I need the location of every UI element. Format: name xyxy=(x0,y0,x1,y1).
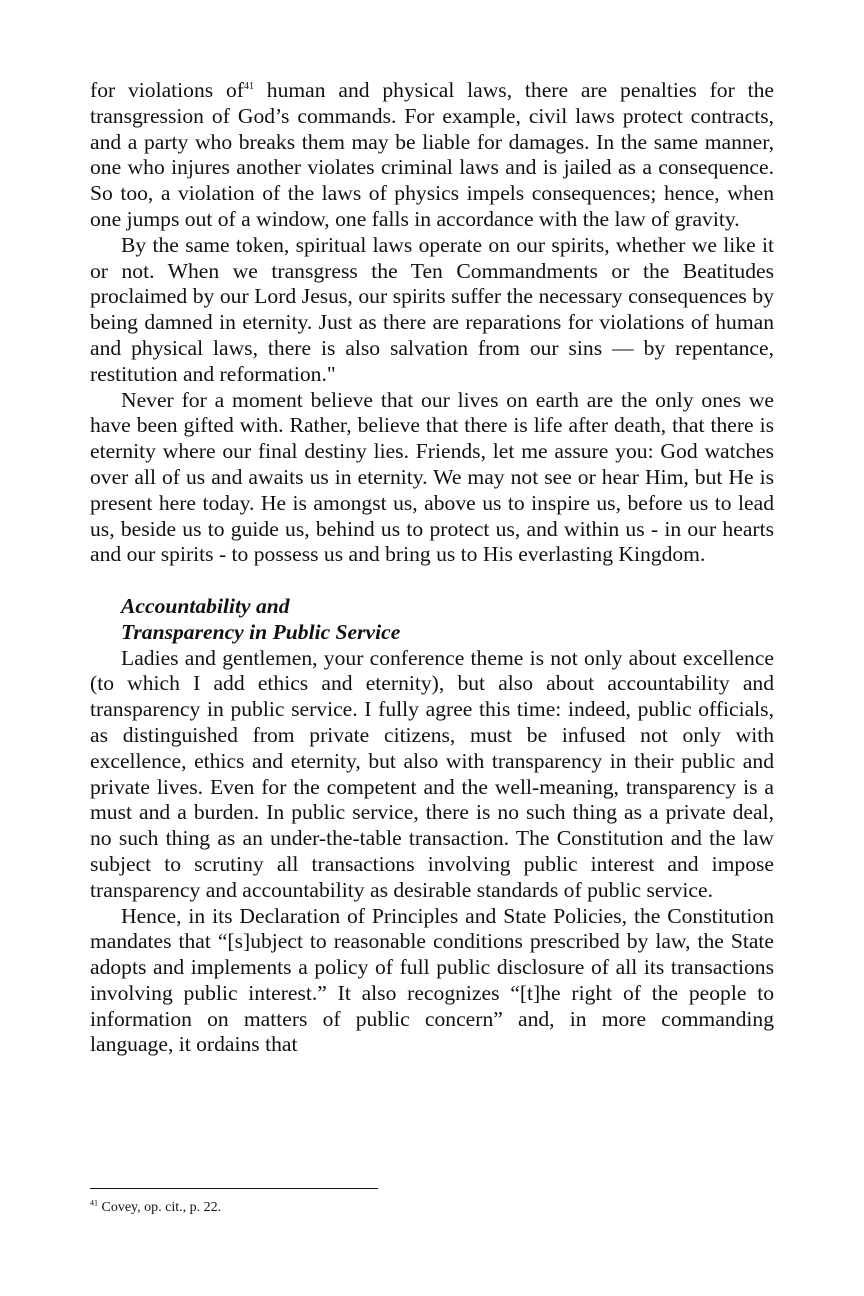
section-heading xyxy=(121,594,774,646)
paragraph-4: Ladies and gentlemen, your conference theme is not only about excellence (to which I add ethics and eternity), but also about accountability and transparency in public service. I fully agree this time: indeed, public officials, as distinguished from private citizens, must be infused not only with excellence, ethics and eternity, but also with transparency in their public and private lives. Even for the competent and the well-meaning, transparency is a must and a burden. In public service, there is no such thing as a private deal, no such thing as an under-the-table transaction. The Constitution and the law subject to scrutiny all transactions involving public interest and impose transparency and accountability as desirable standards of public service. xyxy=(90,645,774,902)
section-heading-line-2: Transparency in Public Service xyxy=(121,619,401,644)
paragraph-5: Hence, in its Declaration of Principles and State Policies, the Constitution mandates that “[s]ubject to reasonable conditions prescribed by law, the State adopts and implements a policy of full public disclosure of all its transactions involving public interest.” It also recognizes “[t]he right of the people to information on matters of public concern” and, in more commanding language, it ordains that xyxy=(90,903,774,1057)
footnote xyxy=(90,1199,221,1217)
paragraph-1-text-start: for violations of xyxy=(90,78,244,102)
footnote-divider xyxy=(90,1188,378,1189)
footnote-reference[interactable]: 41 xyxy=(243,80,254,92)
section-heading-line-1: Accountability and xyxy=(121,593,290,618)
footnote-number: 41 xyxy=(90,1198,98,1208)
footnote-text: Covey, op. cit., p. 22. xyxy=(98,1200,222,1215)
paragraph-1 xyxy=(90,78,774,233)
page-body xyxy=(90,78,774,1058)
paragraph-1-text-end: human and physical laws, there are penalties for the transgression of God’s commands. For example, civil laws protect contracts, and a party who breaks them may be liable for damages. In the same manner, one who injures another violates criminal laws and is jailed as a consequence. So too, a violation of the laws of physics impels consequences; hence, when one jumps out of a window, one falls in accordance with the law of gravity. xyxy=(90,78,774,231)
paragraph-3: Never for a moment believe that our lives on earth are the only ones we have been gifted with. Rather, believe that there is life after death, that there is eternity where our final destiny lies. Friends, let me assure you: God watches over all of us and awaits us in eternity. We may not see or hear Him, but He is present here today. He is amongst us, above us to inspire us, before us to lead us, beside us to guide us, behind us to protect us, and within us - in our hearts and our spirits - to possess us and bring us to His everlasting Kingdom. xyxy=(90,387,774,567)
paragraph-2: By the same token, spiritual laws operate on our spirits, whether we like it or not. When we transgress the Ten Commandments or the Beatitudes proclaimed by our Lord Jesus, our spirits suffer the necessary consequences by being damned in eternity. Just as there are reparations for violations of human and physical laws, there is also salvation from our sins — by repentance, restitution and reformation." xyxy=(90,232,774,386)
